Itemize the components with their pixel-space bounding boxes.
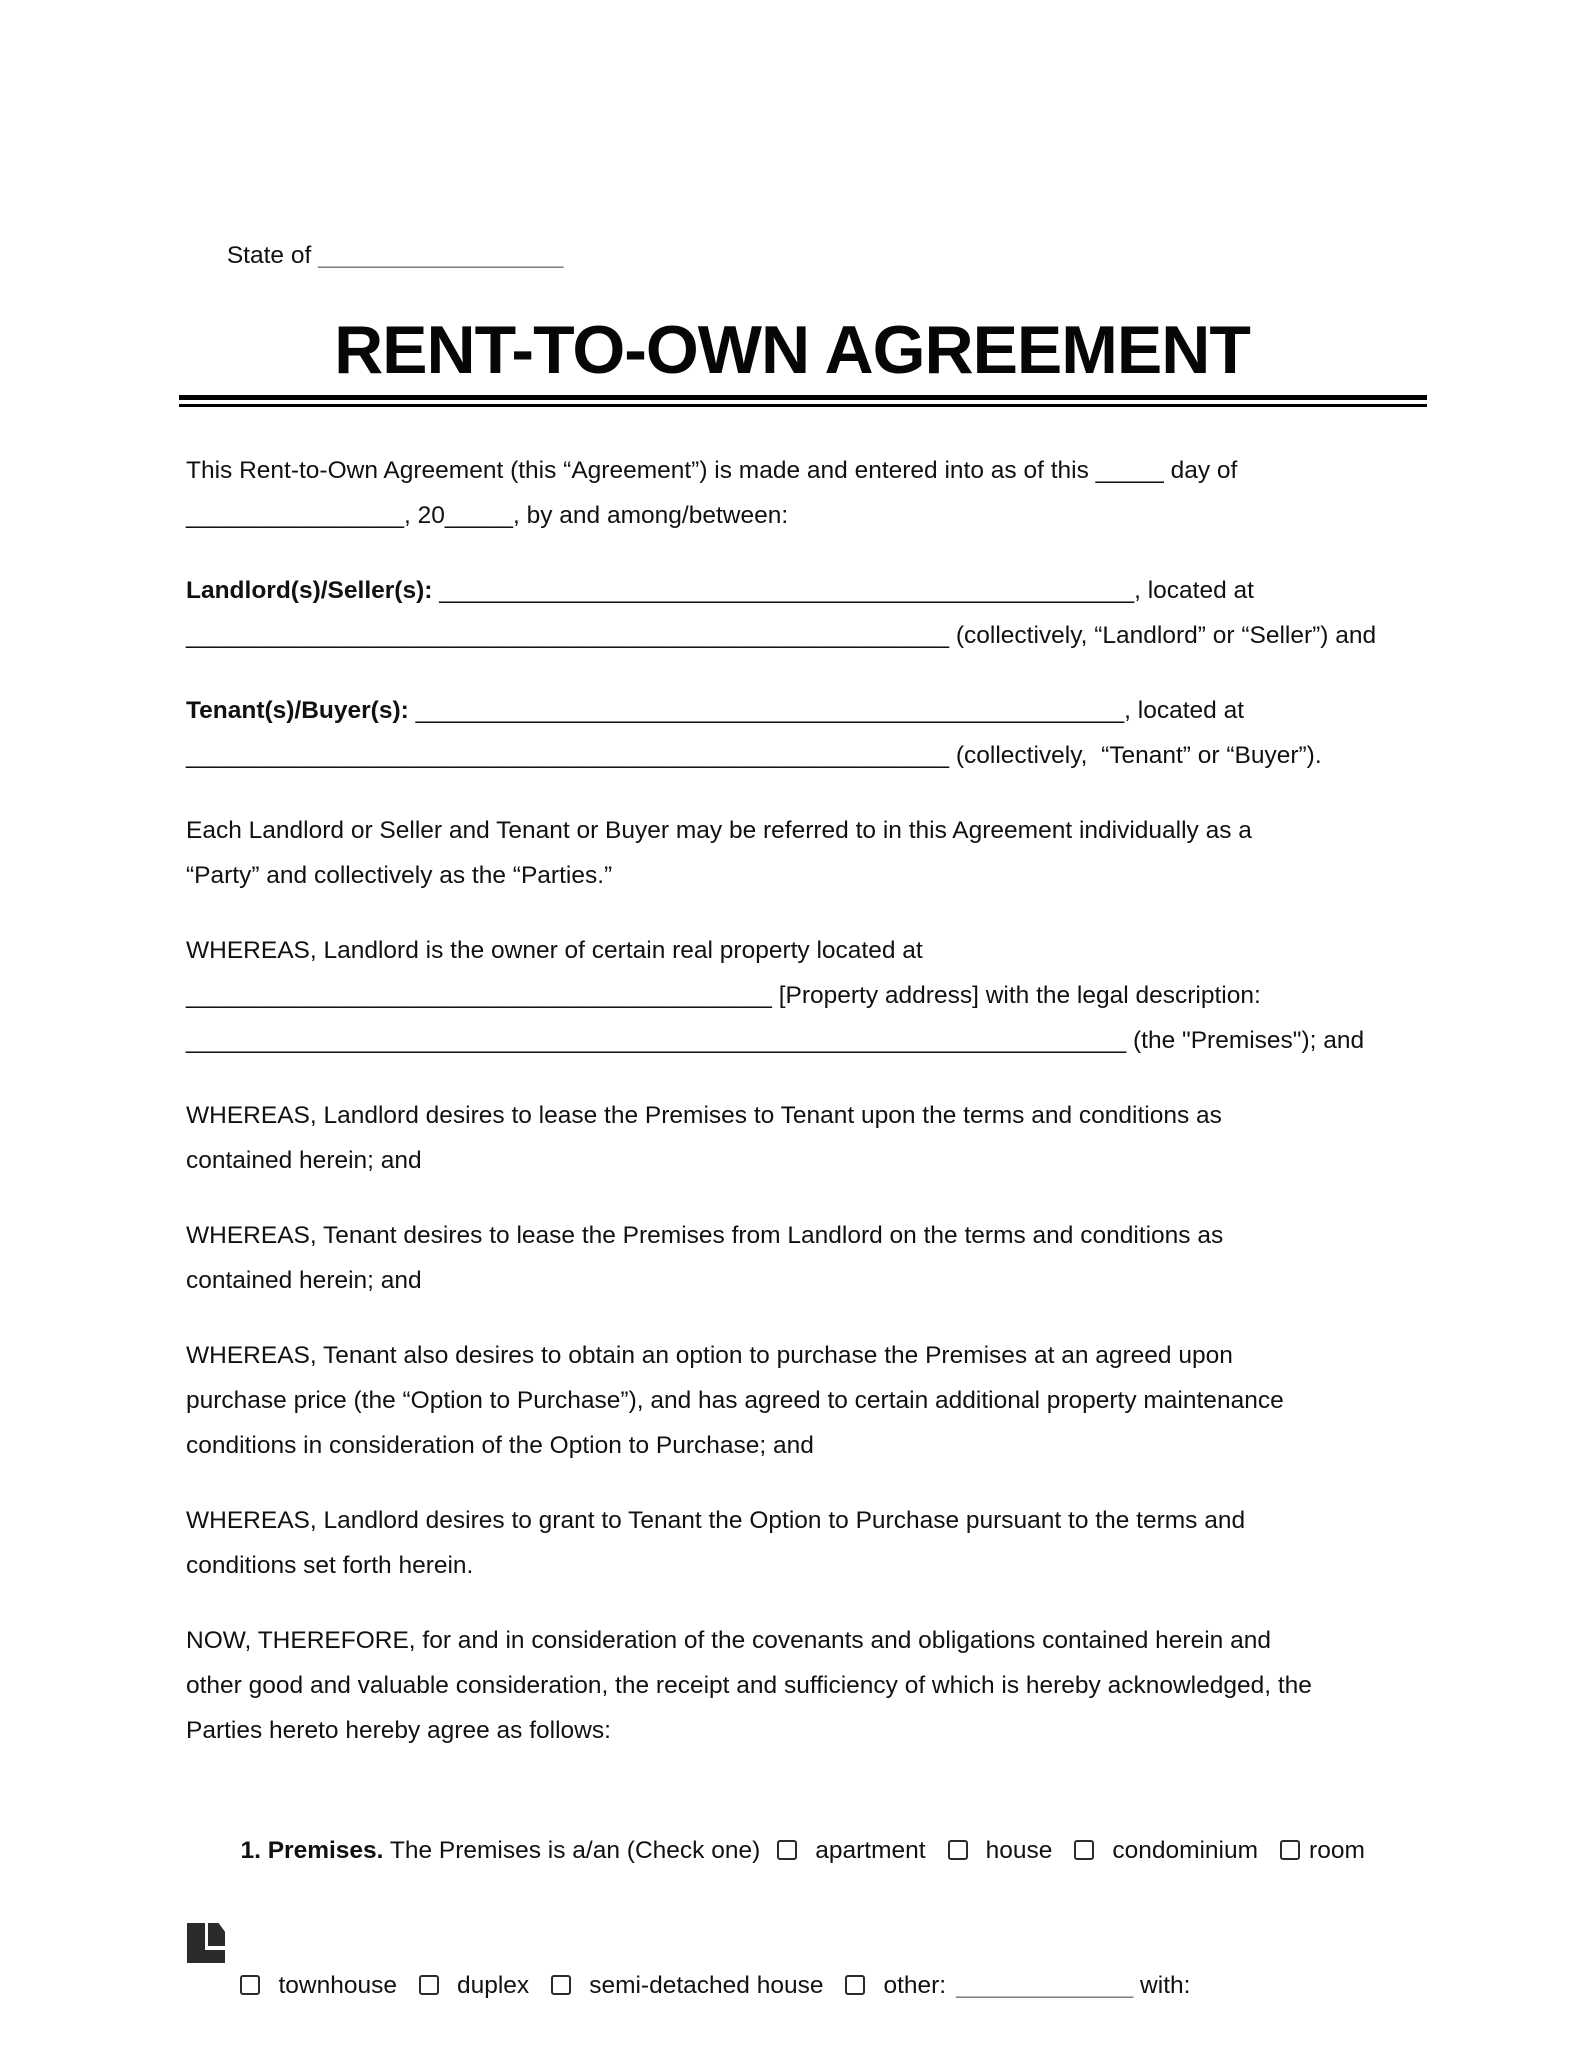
whereas-option-line-3: conditions in consideration of the Option to Purchase; and <box>186 1432 814 1459</box>
whereas-option-line-2: purchase price (the “Option to Purchase”), and has agreed to certain additional property maintenance <box>186 1387 1284 1414</box>
checkbox-townhouse[interactable] <box>240 1975 260 1995</box>
legaltemplates-logo <box>187 1923 225 1963</box>
logo-l-horizontal-bar <box>187 1950 225 1963</box>
option-label-room: room <box>1309 1837 1365 1864</box>
parties-line-2: “Party” and collectively as the “Parties.” <box>186 862 613 889</box>
document-content <box>186 0 1398 2048</box>
premises-section <box>186 1783 1398 2048</box>
landlord-label: Landlord(s)/Seller(s): <box>186 577 433 604</box>
option-label-duplex: duplex <box>456 1972 530 1999</box>
option-label-townhouse: townhouse <box>278 1972 397 1999</box>
checkbox-room[interactable] <box>1280 1840 1300 1860</box>
whereas-owner-line-1: WHEREAS, Landlord is the owner of certain real property located at <box>186 937 923 964</box>
checkbox-duplex[interactable] <box>419 1975 439 1995</box>
option-label-house: house <box>985 1837 1053 1864</box>
state-of-line <box>186 188 1398 323</box>
whereas-option-line-1: WHEREAS, Tenant also desires to obtain an option to purchase the Premises at an agreed upon <box>186 1342 1233 1369</box>
whereas-tenant-lease-line-2: contained herein; and <box>186 1267 422 1294</box>
option-label-other: other: <box>883 1972 947 1999</box>
checkbox-condominium[interactable] <box>1074 1840 1094 1860</box>
whereas-grant-paragraph <box>186 1498 1398 1588</box>
landlord-line-2: ________________________________________________________ (collectively, “Landlord” or “Seller”) and <box>186 622 1377 649</box>
with-label: with: <box>1133 1972 1191 1999</box>
other-blank: _____________ <box>956 1972 1134 1999</box>
whereas-tenant-lease-paragraph <box>186 1213 1398 1303</box>
whereas-option-paragraph <box>186 1333 1398 1468</box>
tenant-line-1 <box>186 688 1398 733</box>
tenant-line-1-rest: ____________________________________________________, located at <box>408 697 1244 724</box>
option-label-semi-detached-house: semi-detached house <box>589 1972 824 1999</box>
logo-document-icon <box>208 1923 225 1946</box>
tenant-line-2: ________________________________________________________ (collectively, “Tenant” or “Buyer”). <box>186 742 1322 769</box>
checkbox-house[interactable] <box>948 1840 968 1860</box>
checkbox-semi-detached-house[interactable] <box>551 1975 571 1995</box>
now-therefore-line-1: NOW, THEREFORE, for and in consideration of the covenants and obligations contained herein and <box>186 1627 1271 1654</box>
whereas-landlord-lease-paragraph <box>186 1093 1398 1183</box>
intro-paragraph <box>186 448 1398 538</box>
whereas-owner-line-3: _____________________________________________________________________ (the "Premises"); and <box>186 1027 1365 1054</box>
tenant-paragraph <box>186 688 1398 778</box>
intro-line-1: This Rent-to-Own Agreement (this “Agreement”) is made and entered into as of this _____ day of <box>186 457 1238 484</box>
premises-line-2 <box>186 1918 1398 2048</box>
checkbox-apartment[interactable] <box>777 1840 797 1860</box>
option-label-apartment: apartment <box>815 1837 926 1864</box>
tenant-label: Tenant(s)/Buyer(s): <box>186 697 409 724</box>
title-divider-rule <box>179 395 1427 407</box>
now-therefore-line-3: Parties hereto hereby agree as follows: <box>186 1717 611 1744</box>
option-label-condominium: condominium <box>1112 1837 1259 1864</box>
whereas-grant-line-1: WHEREAS, Landlord desires to grant to Tenant the Option to Purchase pursuant to the terms and <box>186 1507 1246 1534</box>
whereas-owner-line-2: ___________________________________________ [Property address] with the legal description: <box>186 982 1261 1009</box>
intro-line-2: ________________, 20_____, by and among/between: <box>186 502 789 529</box>
now-therefore-paragraph <box>186 1618 1398 1753</box>
whereas-landlord-lease-line-2: contained herein; and <box>186 1147 422 1174</box>
page-title: RENT-TO-OWN AGREEMENT <box>334 312 1250 388</box>
state-of-label: State of <box>226 242 319 269</box>
whereas-owner-paragraph <box>186 928 1398 1063</box>
landlord-paragraph <box>186 568 1398 658</box>
landlord-line-1-rest: ___________________________________________________, located at <box>432 577 1254 604</box>
state-of-blank: __________________ <box>318 242 564 269</box>
parties-line-1: Each Landlord or Seller and Tenant or Buyer may be referred to in this Agreement individually as a <box>186 817 1252 844</box>
premises-lead: The Premises is a/an (Check one) <box>383 1837 761 1864</box>
parties-paragraph <box>186 808 1398 898</box>
whereas-grant-line-2: conditions set forth herein. <box>186 1552 474 1579</box>
whereas-tenant-lease-line-1: WHEREAS, Tenant desires to lease the Premises from Landlord on the terms and conditions as <box>186 1222 1224 1249</box>
landlord-line-1 <box>186 568 1398 613</box>
premises-line-1 <box>186 1783 1398 1918</box>
checkbox-other[interactable] <box>845 1975 865 1995</box>
premises-heading: 1. Premises. <box>240 1837 384 1864</box>
whereas-landlord-lease-line-1: WHEREAS, Landlord desires to lease the Premises to Tenant upon the terms and conditions as <box>186 1102 1222 1129</box>
now-therefore-line-2: other good and valuable consideration, the receipt and sufficiency of which is hereby acknowledged, the <box>186 1672 1312 1699</box>
